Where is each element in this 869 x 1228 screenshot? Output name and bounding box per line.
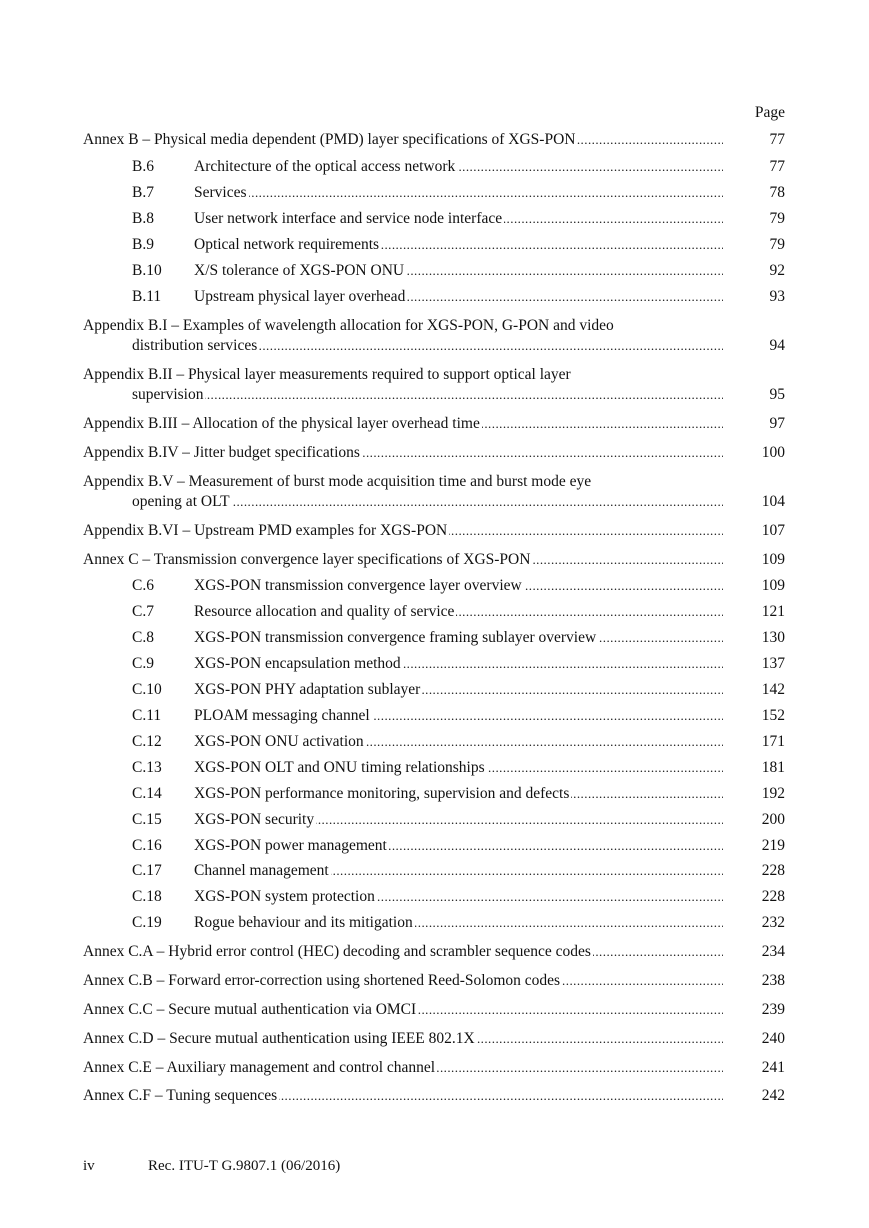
toc-page-number: 200 xyxy=(761,811,785,828)
toc-entry-title: Appendix B.V – Measurement of burst mode acquisition time and burst mode eye xyxy=(83,473,592,490)
toc-entry[interactable] xyxy=(0,414,869,434)
dot-leader xyxy=(83,1029,723,1049)
toc-subentry[interactable] xyxy=(0,602,869,622)
toc-page-number: 181 xyxy=(761,759,785,776)
footer-recommendation: Rec. ITU-T G.9807.1 (06/2016) xyxy=(148,1158,341,1174)
toc-entry[interactable] xyxy=(0,1029,869,1049)
toc-entry-title: Annex C.D – Secure mutual authentication using IEEE 802.1X xyxy=(83,1030,475,1047)
toc-subentry[interactable] xyxy=(0,913,869,933)
toc-page-number: 219 xyxy=(761,837,785,854)
toc-page-number: 97 xyxy=(769,415,785,432)
toc-page-number: 93 xyxy=(769,288,785,305)
toc-section-number: B.8 xyxy=(132,210,154,227)
dot-leader xyxy=(194,576,723,596)
toc-entry[interactable] xyxy=(0,971,869,991)
dot-leader xyxy=(194,654,723,674)
toc-entry-title: Resource allocation and quality of service xyxy=(194,603,455,620)
toc-entry-title: Annex C.A – Hybrid error control (HEC) decoding and scrambler sequence codes xyxy=(83,943,591,960)
toc-section-number: C.13 xyxy=(132,759,162,776)
dot-leader xyxy=(194,732,723,752)
toc-entry[interactable] xyxy=(0,550,869,570)
toc-entry[interactable] xyxy=(0,1058,869,1078)
toc-page-number: 152 xyxy=(761,707,785,724)
toc-page-number: 104 xyxy=(761,493,785,510)
toc-page-number: 238 xyxy=(761,972,785,989)
dot-leader xyxy=(194,913,723,933)
toc-subentry[interactable] xyxy=(0,261,869,281)
toc-entry[interactable] xyxy=(0,942,869,962)
toc-subentry[interactable] xyxy=(0,887,869,907)
toc-entry-title: User network interface and service node interface xyxy=(194,210,503,227)
toc-section-number: B.7 xyxy=(132,184,154,201)
dot-leader xyxy=(83,550,723,570)
toc-section-number: B.9 xyxy=(132,236,154,253)
toc-page-number: 92 xyxy=(769,262,785,279)
toc-entry-title: XGS-PON system protection xyxy=(194,888,375,905)
toc-section-number: C.15 xyxy=(132,811,162,828)
toc-entry-title: Services xyxy=(194,184,247,201)
dot-leader xyxy=(194,261,723,281)
toc-section-number: C.18 xyxy=(132,888,162,905)
toc-subentry[interactable] xyxy=(0,784,869,804)
toc-page-number: 192 xyxy=(761,785,785,802)
toc-entry-title: Architecture of the optical access network xyxy=(194,158,456,175)
toc-entry[interactable] xyxy=(0,1000,869,1020)
toc-subentry[interactable] xyxy=(0,758,869,778)
toc-page-number: 240 xyxy=(761,1030,785,1047)
toc-entry-title: Appendix B.IV – Jitter budget specifications xyxy=(83,444,360,461)
dot-leader xyxy=(83,521,723,541)
toc-entry-title: X/S tolerance of XGS-PON ONU xyxy=(194,262,405,279)
toc-subentry[interactable] xyxy=(0,183,869,203)
toc-section-number: C.19 xyxy=(132,914,162,931)
toc-subentry[interactable] xyxy=(0,576,869,596)
toc-subentry[interactable] xyxy=(0,628,869,648)
toc-entry-title: Rogue behaviour and its mitigation xyxy=(194,914,413,931)
toc-entry-title: XGS-PON ONU activation xyxy=(194,733,364,750)
toc-entry[interactable] xyxy=(0,443,869,463)
toc-page-number: 142 xyxy=(761,681,785,698)
toc-section-number: C.12 xyxy=(132,733,162,750)
toc-page-number: 94 xyxy=(769,337,785,354)
toc-entry-title: XGS-PON security xyxy=(194,811,315,828)
toc-page-number: 241 xyxy=(761,1059,785,1076)
toc-section-number: C.9 xyxy=(132,655,154,672)
toc-entry-title: Appendix B.III – Allocation of the physical layer overhead time xyxy=(83,415,480,432)
toc-section-number: C.11 xyxy=(132,707,162,724)
toc-section-number: C.10 xyxy=(132,681,162,698)
toc-page-number: 121 xyxy=(761,603,785,620)
toc-entry[interactable] xyxy=(0,365,869,405)
toc-subentry[interactable] xyxy=(0,209,869,229)
dot-leader xyxy=(83,942,723,962)
page-column-header: Page xyxy=(754,104,785,121)
toc-page-number: 137 xyxy=(761,655,785,672)
toc-entry-title: Annex C.C – Secure mutual authentication via OMCI xyxy=(83,1001,417,1018)
dot-leader xyxy=(194,157,723,177)
toc-page-number: 79 xyxy=(769,236,785,253)
toc-subentry[interactable] xyxy=(0,235,869,255)
toc-entry-title: XGS-PON performance monitoring, supervision and defects xyxy=(194,785,570,802)
toc-subentry[interactable] xyxy=(0,810,869,830)
toc-section-number: C.16 xyxy=(132,837,162,854)
toc-page-number: 95 xyxy=(769,386,785,403)
toc-entry-title: Channel management xyxy=(194,862,329,879)
toc-page-number: 242 xyxy=(761,1087,785,1104)
toc-section-number: C.14 xyxy=(132,785,162,802)
toc-subentry[interactable] xyxy=(0,861,869,881)
toc-entry[interactable] xyxy=(0,521,869,541)
toc-page-number: 171 xyxy=(761,733,785,750)
toc-page-number: 228 xyxy=(761,888,785,905)
toc-entry-title: Appendix B.VI – Upstream PMD examples for XGS-PON xyxy=(83,522,448,539)
toc-page-number: 232 xyxy=(761,914,785,931)
dot-leader xyxy=(194,887,723,907)
toc-entry-title-continued: opening at OLT xyxy=(132,493,230,510)
toc-page-number: 239 xyxy=(761,1001,785,1018)
toc-entry-title: Optical network requirements xyxy=(194,236,380,253)
toc-subentry[interactable] xyxy=(0,157,869,177)
dot-leader xyxy=(83,443,723,463)
toc-subentry[interactable] xyxy=(0,287,869,307)
toc-section-number: B.11 xyxy=(132,288,162,305)
toc-subentry[interactable] xyxy=(0,836,869,856)
toc-entry-title: XGS-PON transmission convergence framing sublayer overview xyxy=(194,629,597,646)
dot-leader xyxy=(194,706,723,726)
dot-leader xyxy=(194,628,723,648)
toc-page-number: 109 xyxy=(761,551,785,568)
toc-page-number: 109 xyxy=(761,577,785,594)
toc-entry-title: XGS-PON power management xyxy=(194,837,387,854)
toc-entry-title: Annex C.F – Tuning sequences xyxy=(83,1087,278,1104)
toc-subentry[interactable] xyxy=(0,706,869,726)
toc-entry[interactable] xyxy=(0,472,869,512)
dot-leader xyxy=(83,1058,723,1078)
dot-leader xyxy=(194,602,723,622)
dot-leader xyxy=(194,836,723,856)
toc-entry-title: Annex C.B – Forward error-correction using shortened Reed-Solomon codes xyxy=(83,972,561,989)
toc-page-number: 234 xyxy=(761,943,785,960)
toc-page-number: 107 xyxy=(761,522,785,539)
toc-page-number: 79 xyxy=(769,210,785,227)
toc-section-number: B.10 xyxy=(132,262,162,279)
dot-leader xyxy=(194,183,723,203)
toc-section-number: B.6 xyxy=(132,158,154,175)
toc-subentry[interactable] xyxy=(0,654,869,674)
toc-entry-title: Appendix B.II – Physical layer measurements required to support optical layer xyxy=(83,366,571,383)
toc-entry-title: Appendix B.I – Examples of wavelength allocation for XGS-PON, G-PON and video xyxy=(83,317,614,334)
toc-page-number: 228 xyxy=(761,862,785,879)
dot-leader xyxy=(194,209,723,229)
dot-leader xyxy=(132,336,723,356)
toc-entry-title: Annex C.E – Auxiliary management and control channel xyxy=(83,1059,436,1076)
dot-leader xyxy=(83,1000,723,1020)
toc-page-number: 77 xyxy=(769,131,785,148)
toc-entry[interactable] xyxy=(0,316,869,356)
dot-leader xyxy=(194,287,723,307)
toc-entry-title: XGS-PON PHY adaptation sublayer xyxy=(194,681,421,698)
dot-leader xyxy=(132,385,723,405)
toc-subentry[interactable] xyxy=(0,680,869,700)
toc-entry[interactable] xyxy=(0,1086,869,1106)
toc-entry-title-continued: distribution services xyxy=(132,337,258,354)
dot-leader xyxy=(194,810,723,830)
toc-section-number: C.7 xyxy=(132,603,154,620)
dot-leader xyxy=(194,861,723,881)
toc-entry-title: XGS-PON transmission convergence layer overview xyxy=(194,577,522,594)
toc-entry-title: Annex C – Transmission convergence layer specifications of XGS-PON xyxy=(83,551,531,568)
toc-subentry[interactable] xyxy=(0,732,869,752)
dot-leader xyxy=(132,492,723,512)
toc-page-number: 78 xyxy=(769,184,785,201)
dot-leader xyxy=(194,235,723,255)
dot-leader xyxy=(83,130,723,150)
toc-entry[interactable] xyxy=(0,130,869,150)
dot-leader xyxy=(194,784,723,804)
toc-entry-title: Annex B – Physical media dependent (PMD) layer specifications of XGS-PON xyxy=(83,131,576,148)
toc-entry-title: XGS-PON OLT and ONU timing relationships xyxy=(194,759,485,776)
dot-leader xyxy=(83,414,723,434)
toc-entry-title-continued: supervision xyxy=(132,386,204,403)
toc-page-number: 77 xyxy=(769,158,785,175)
dot-leader xyxy=(194,758,723,778)
toc-section-number: C.8 xyxy=(132,629,154,646)
toc-page-number: 100 xyxy=(761,444,785,461)
toc-section-number: C.17 xyxy=(132,862,162,879)
toc-entry-title: PLOAM messaging channel xyxy=(194,707,370,724)
dot-leader xyxy=(83,1086,723,1106)
toc-page-number: 130 xyxy=(761,629,785,646)
toc-entry-title: XGS-PON encapsulation method xyxy=(194,655,401,672)
footer-page-number: iv xyxy=(83,1158,95,1174)
dot-leader xyxy=(194,680,723,700)
dot-leader xyxy=(83,971,723,991)
toc-section-number: C.6 xyxy=(132,577,154,594)
toc-entry-title: Upstream physical layer overhead xyxy=(194,288,406,305)
